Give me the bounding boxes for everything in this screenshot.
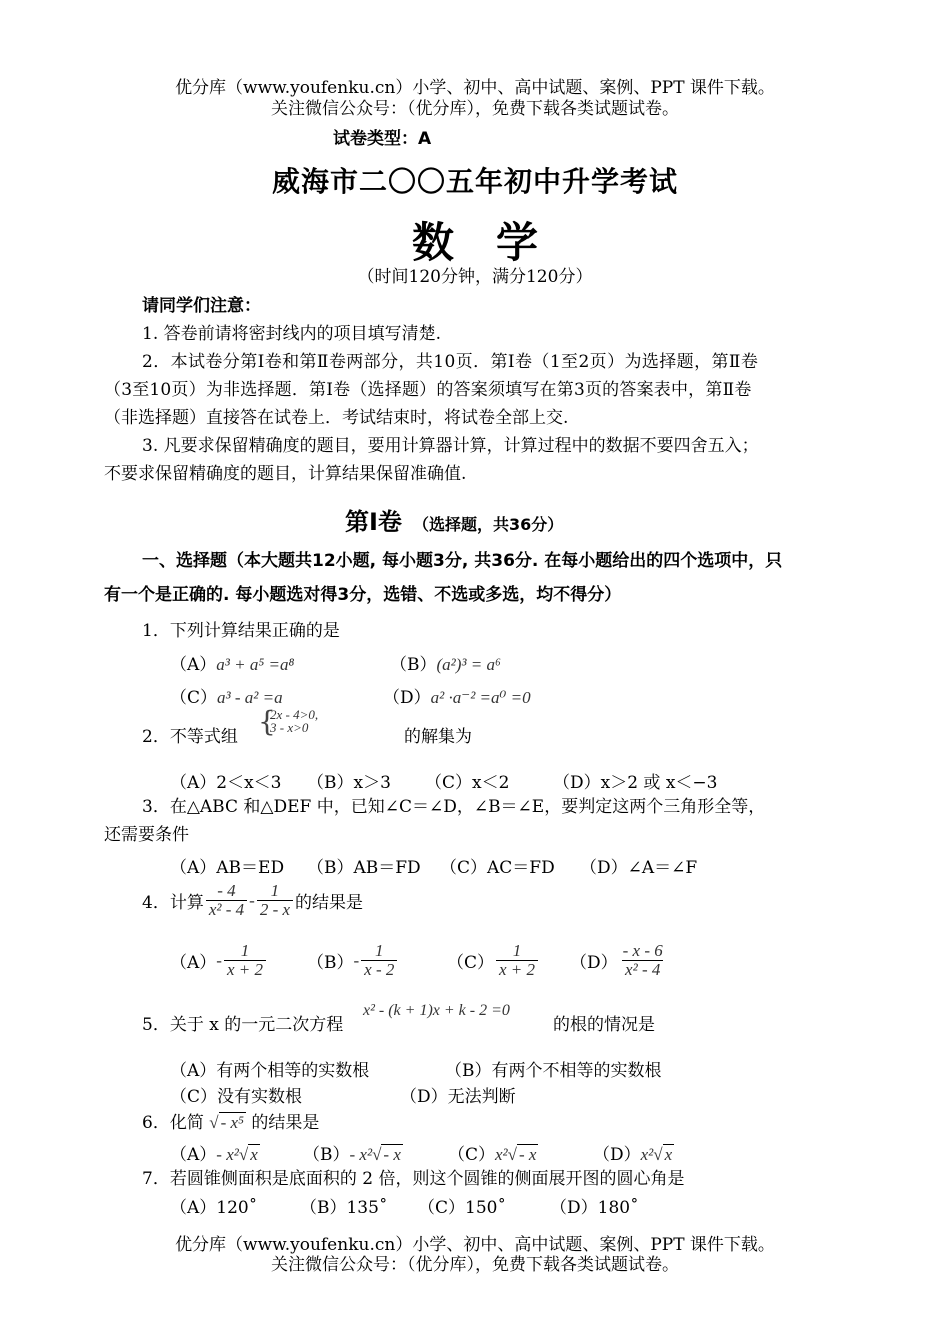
q5-option-a: （A）有两个相等的实数根 [170,1061,370,1081]
q4-stem-post: 的结果是 [295,893,364,913]
part1-subtitle: （选择题，共36分） [413,515,564,534]
q6-option-d-radical [653,1145,674,1165]
footer-line-2: 关注微信公众号：（优分库），免费下载各类试题试卷。 [271,1255,679,1275]
q6-option-a [170,1140,260,1165]
q6-radicand: - x⁵ [220,1113,244,1132]
q6-stem [142,1108,319,1133]
q5-stem-post: 的根的情况是 [553,1015,655,1035]
q1-option-b-expr: (a²)³ = a⁶ [436,655,501,674]
header-line-1: 优分库（www.youfenku.cn）小学、初中、高中试题、案例、PPT 课件下载。 [175,78,775,98]
q5-option-b: （B）有两个不相等的实数根 [445,1061,662,1081]
q2-system-line-2: 3 - x>0 [270,720,309,735]
q6-option-d-radicand: x [664,1145,673,1164]
q1-stem: 1．下列计算结果正确的是 [142,621,340,641]
q6-option-d-label: （D） [593,1145,641,1165]
q4-stem [142,882,363,919]
q4-option-b-sign: - [353,950,360,970]
q7-option-a: （A）120˚ [170,1198,258,1218]
q4-stem-pre: 4．计算 [142,893,204,913]
q4-minus: - [249,890,255,910]
q2-brace-icon: { [258,705,276,738]
q4-option-c-label: （C） [447,953,495,973]
q6-option-c-coef: x² [495,1145,508,1164]
notice-item-3-line-2: 不要求保留精确度的题目，计算结果保留准确值. [104,464,467,484]
q1-option-c-label: （C） [170,688,218,708]
q4-option-a-num: 1 [240,941,250,960]
q2-system-line-1: 2x - 4>0, [270,707,319,722]
q7-option-b: （B）135˚ [300,1198,388,1218]
q4-option-b-den: x - 2 [361,960,397,979]
q3-stem-line-2: 还需要条件 [104,825,189,845]
q6-option-d [593,1140,674,1165]
q5-option-c: （C）没有实数根 [170,1087,303,1107]
q6-option-b-label: （B） [303,1145,350,1165]
q2-option-b: （B）x＞3 [307,773,391,793]
q7-option-d: （D）180˚ [550,1198,639,1218]
q3-stem-line-1: 3．在△ABC 和△DEF 中，已知∠C＝∠D，∠B＝∠E，要判定这两个三角形全等， [142,797,766,817]
q4-option-c-fraction [496,942,538,979]
sqrt-icon: √ [653,1145,663,1164]
q4-fraction-1 [206,882,247,919]
q4-option-d [570,942,668,979]
q1-option-d [383,683,531,708]
exam-title: 威海市二〇〇五年初中升学考试 [271,165,678,198]
q1-option-d-label: （D） [383,688,431,708]
q5-option-d: （D）无法判断 [400,1087,516,1107]
q6-option-d-coef: x² [640,1145,654,1164]
q6-option-c-label: （C） [448,1145,496,1165]
subject-title: 数 学 [411,218,538,267]
part1-instructions-line-1: 一、选择题（本大题共12小题, 每小题3分, 共36分. 在每小题给出的四个选项中，只 [142,551,783,571]
q1-option-b-label: （B） [390,655,437,675]
q3-option-d: （D）∠A＝∠F [580,858,698,878]
footer-line-1: 优分库（www.youfenku.cn）小学、初中、高中试题、案例、PPT 课件下载。 [175,1235,775,1255]
q3-option-c: （C）AC＝FD [440,858,555,878]
q7-option-c: （C）150˚ [418,1198,506,1218]
sqrt-icon: √ [507,1145,518,1164]
q4-fraction-2 [257,882,293,919]
notice-item-1: 1. 答卷前请将密封线内的项目填写清楚. [142,324,442,344]
q6-stem-pre: 6．化简 [142,1113,204,1133]
q5-stem-pre: 5．关于 x 的一元二次方程 [142,1015,344,1035]
q6-option-b [303,1140,403,1165]
time-note: （时间120分钟，满分120分） [357,267,593,287]
q4-option-c-num: 1 [512,941,522,960]
q4-option-a-label: （A） [170,953,217,973]
exam-type-label: 试卷类型：A [333,129,432,149]
q4-option-d-fraction [620,942,666,979]
q4-option-d-num: - x - 6 [622,941,663,960]
q6-option-c [448,1140,538,1165]
q4-option-b [307,942,399,979]
q4-fraction-1-num: - 4 [217,881,236,900]
q6-option-b-radical [372,1145,403,1165]
q1-option-b [390,650,501,675]
q6-option-a-radical [239,1145,260,1165]
part1-instructions-line-2: 有一个是正确的. 每小题选对得3分，选错、不选或多选，均不得分） [104,585,622,605]
q3-option-b: （B）AB＝FD [307,858,421,878]
q4-fraction-2-den: 2 - x [257,900,293,919]
q4-option-c [447,942,540,979]
part1-title: 第Ⅰ卷 [345,508,402,536]
q4-option-b-label: （B） [307,953,354,973]
q3-option-a: （A）AB＝ED [170,858,285,878]
q1-option-a [170,650,294,675]
notice-item-2-line-3: （非选择题）直接答在试卷上．考试结束时，将试卷全部上交. [104,408,569,428]
q2-option-c: （C）x＜2 [425,773,510,793]
q5-equation: x² - (k + 1)x + k - 2 =0 [363,1002,510,1019]
q6-option-a-radicand: x [250,1145,258,1164]
sqrt-icon: √ [372,1145,382,1164]
q2-stem-post: 的解集为 [404,727,472,747]
q2-inequality-system [258,705,319,738]
q4-option-b-fraction [361,942,397,979]
header-line-2: 关注微信公众号：（优分库），免费下载各类试题试卷。 [271,99,679,119]
notice-item-3-line-1: 3. 凡要求保留精确度的题目，要用计算器计算，计算过程中的数据不要四舍五入； [142,436,759,456]
q4-option-a-den: x + 2 [224,960,266,979]
q4-option-b-num: 1 [375,941,384,960]
q2-option-d: （D）x＞2 或 x＜−3 [553,773,718,793]
q7-stem: 7．若圆锥侧面积是底面积的 2 倍，则这个圆锥的侧面展开图的圆心角是 [142,1169,685,1189]
q6-stem-post: 的结果是 [251,1113,320,1133]
q4-option-a-fraction [224,942,266,979]
q4-fraction-1-den: x² - 4 [206,900,247,919]
q2-option-a: （A）2＜x＜3 [170,773,282,793]
q4-option-c-den: x + 2 [496,960,538,979]
part1-heading [345,502,563,537]
q4-option-d-label: （D） [570,953,618,973]
q4-option-a [170,942,268,979]
q6-option-a-label: （A） [170,1145,217,1165]
q2-stem-pre: 2．不等式组 [142,727,238,747]
q6-option-a-coef: - x² [216,1145,239,1164]
notice-heading: 请同学们注意： [142,296,261,316]
q6-option-b-coef: - x² [349,1145,373,1164]
notice-item-2-line-1: 2．本试卷分第Ⅰ卷和第Ⅱ卷两部分，共10页．第Ⅰ卷（1至2页）为选择题，第Ⅱ卷 [142,352,759,372]
q4-fraction-2-num: 1 [270,881,280,900]
q1-option-c-expr: a³ - a² =a [217,688,283,707]
sqrt-icon: √ [209,1113,219,1132]
q4-option-d-den: x² - 4 [622,960,663,979]
q6-option-c-radicand: - x [519,1145,537,1164]
q4-option-a-sign: - [216,950,222,970]
q6-radical [209,1113,246,1133]
q1-option-a-label: （A） [170,655,217,675]
q6-option-c-radical [508,1145,539,1165]
q6-option-b-radicand: - x [383,1145,401,1164]
q1-option-d-expr: a² ·a⁻² =a⁰ =0 [430,688,531,707]
q1-option-a-expr: a³ + a⁵ =a⁸ [216,655,295,674]
sqrt-icon: √ [238,1145,249,1164]
notice-item-2-line-2: （3至10页）为非选择题．第Ⅰ卷（选择题）的答案须填写在第3页的答案表中，第Ⅱ卷 [104,380,752,400]
